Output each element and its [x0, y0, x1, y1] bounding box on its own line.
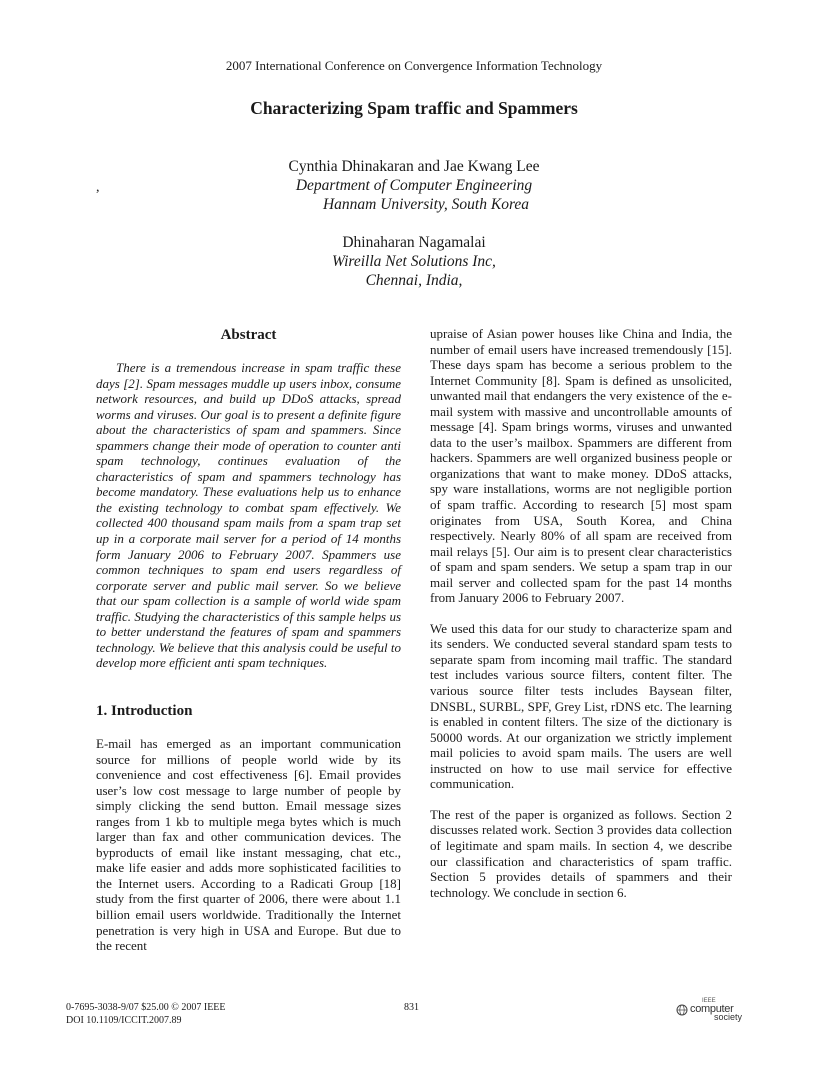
ieee-computer-society-logo: [676, 1000, 746, 1022]
abstract-text: There is a tremendous increase in spam traffic these days [2]. Spam messages muddle up users inbox, consume network resources, and build up DDoS attacks, spread worms and viruses. Our goal is to present a definite figure about the characteristics of spam and spammers. Since spammers change their mode of operation to counter anti spam technology, continues evaluation of the characteristics of spam and spammers technology has become mandatory. These evaluations help us to enhance the existing technology to combat spam effectively. We collected 400 thousand spam mails from a spam trap set up in a corporate mail server for a period of 14 months form January 2006 to February 2007. Spammers use common techniques to spam end users regardless of corporate server and public mail server. So we believe that our spam collection is a sample of world wide spam traffic. Studying the characteristics of this sample helps us to better understand the features of spam and spammers technology. We believe that this analysis could be useful to develop more efficient anti spam techniques.: [96, 360, 401, 671]
logo-society-text: society: [714, 1012, 743, 1022]
author-organization: Wireilla Net Solutions Inc,: [332, 253, 496, 270]
logo-ieee-text: IEEE: [702, 998, 716, 1004]
introduction-paragraph-1-continued: upraise of Asian power houses like China and India, the number of email users have increased tremendously [15]. These days spam has become a serious problem to the Internet Community [8]. Spam is defined as unsolicited, unwanted mail that endangers the very existence of the e-mail system with massive and uncontrollable amounts of message [4]. Spam brings worms, viruses and unwanted data to the user’s mailbox. Spammers are different from hackers. Spammers are well organized business people or organizations that want to make money. DDoS attacks, spy ware installations, worms are not negligible portion of spam traffic. According to research [5] most spam originates from USA, South Korea, and China respectively. Nearly 80% of all spam are received from mail relays [5]. Our aim is to present clear characteristics of spam and spam senders. We setup a spam trap in our mail server and collected spam for the past 14 months from January 2006 to February 2007.: [430, 326, 732, 606]
author-department: Department of Computer Engineering: [295, 177, 533, 194]
introduction-heading: 1. Introduction: [96, 703, 193, 719]
author-city: Chennai, India,: [365, 272, 463, 289]
page-number: 831: [404, 1002, 419, 1013]
abstract-heading: Abstract: [220, 327, 277, 343]
introduction-left-column: [96, 736, 401, 954]
introduction-paragraph-1: E-mail has emerged as an important communication source for millions of people world wide by its convenience and cost effectiveness [6]. Email provides user’s low cost message to large number of people by simply clicking the send button. Email message sizes ranges from 1 kb to multiple mega bytes which is much larger than fax and other communication devices. The byproducts of email like instant messaging, chat etc., make life easier and adds more sophisticated facilities to the Internet users. According to a Radicati Group [18] study from the first quarter of 2006, there were about 1.1 billion email users worldwide. Traditionally the Internet penetration is very high in USA and Europe. But due to the recent: [96, 736, 401, 954]
author-university: Hannam University, South Korea: [322, 196, 530, 213]
introduction-paragraph-3: The rest of the paper is organized as follows. Section 2 discusses related work. Section 3 provides data collection of legitimate and spam mails. In section 4, we describe our classification and characteristics of spam traffic. Section 5 provides details of spammers and their technology. We conclude in section 6.: [430, 806, 732, 900]
globe-icon: [676, 1004, 688, 1016]
stray-mark: ,: [96, 180, 100, 195]
logo-computer-text: computer: [690, 1003, 734, 1015]
conference-name: 2007 International Conference on Convergence Information Technology: [225, 58, 603, 73]
paper-title: Characterizing Spam traffic and Spammers: [250, 98, 578, 118]
introduction-paragraph-2: We used this data for our study to characterize spam and its senders. We conducted several standard spam tests to separate spam from incoming mail traffic. The standard test includes various source filters, content filter. The various source filter tests includes Baysean filter, DNSBL, SURBL, SPF, Grey List, rDNS etc. The learning is enabled in content filters. The size of the dictionary is 50000 words. At our organization we strictly implement mail policies to avoid spam mails. The users are well instructed on how to use mail service for effective communication.: [430, 620, 732, 792]
author-names: Cynthia Dhinakaran and Jae Kwang Lee: [288, 158, 540, 175]
right-column: [430, 326, 732, 900]
footer-isbn: 0-7695-3038-9/07 $25.00 © 2007 IEEE: [66, 1002, 226, 1013]
footer-doi: DOI 10.1109/ICCIT.2007.89: [66, 1015, 182, 1026]
author-name-2: Dhinaharan Nagamalai: [342, 234, 486, 251]
